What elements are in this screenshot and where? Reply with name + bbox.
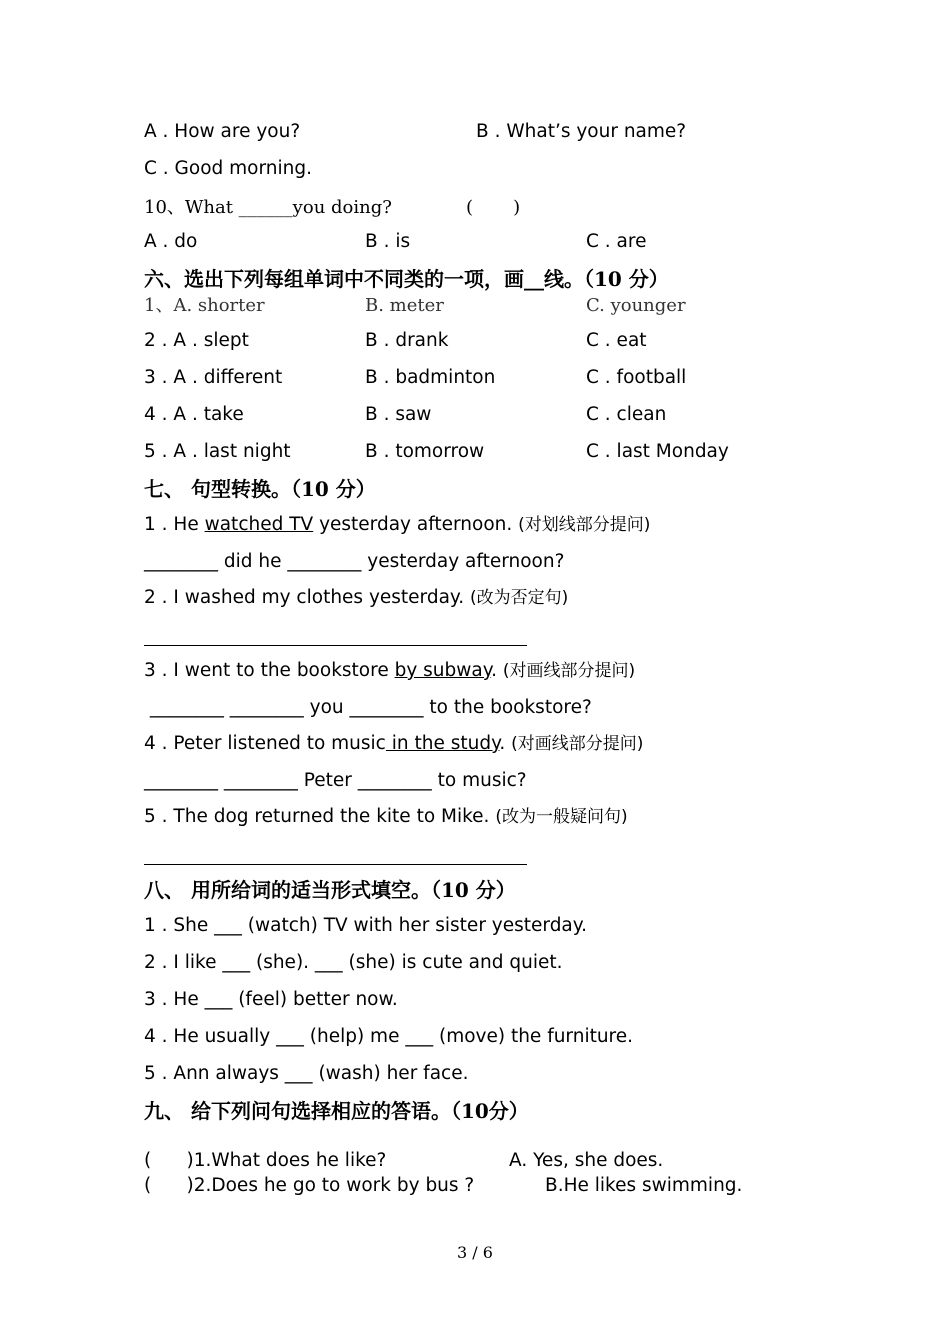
- s6-row1-c: C. younger: [586, 295, 686, 316]
- s6-row3-b: B . badminton: [365, 367, 496, 388]
- q9-option-c: C . Good morning.: [144, 158, 312, 179]
- page-number: 3 / 6: [457, 1243, 493, 1262]
- section6-heading: 六、选出下列每组单词中不同类的一项，画__线。（10 分）: [144, 267, 669, 291]
- q10-option-c: C . are: [586, 231, 647, 252]
- s6-row5-c: C . last Monday: [586, 441, 729, 462]
- q10-stem: 10、What ______you doing?: [144, 197, 392, 218]
- s7-q5: 5 . The dog returned the kite to Mike. (改为一般疑问句): [144, 806, 628, 827]
- section9-heading: 九、 给下列问句选择相应的答语。（10分）: [144, 1099, 529, 1123]
- s7-q4: 4 . Peter listened to music in the study. (对画线部分提问): [144, 733, 644, 754]
- q9-option-b: B . What’s your name?: [476, 121, 687, 142]
- section7-heading: 七、 句型转换。（10 分）: [144, 477, 376, 501]
- s9-q1: ( )1.What does he like?: [144, 1150, 387, 1171]
- s7-q2: 2 . I washed my clothes yesterday. (改为否定句): [144, 587, 569, 608]
- q10-option-b: B . is: [365, 231, 411, 252]
- q9-option-a: A . How are you?: [144, 121, 301, 142]
- s9-q2: ( )2.Does he go to work by bus ?: [144, 1175, 475, 1196]
- s7-q3: 3 . I went to the bookstore by subway. (对画线部分提问): [144, 660, 636, 681]
- s6-row4-b: B . saw: [365, 404, 432, 425]
- s6-row2-c: C . eat: [586, 330, 647, 351]
- s7-q3-underlined: by subway: [394, 660, 492, 681]
- s7-q4-underlined: in the study: [385, 733, 500, 754]
- q10-option-a: A . do: [144, 231, 198, 252]
- section8-heading: 八、 用所给词的适当形式填空。（10 分）: [144, 878, 516, 902]
- s6-row5-a: 5 . A . last night: [144, 441, 291, 462]
- s6-row4-c: C . clean: [586, 404, 667, 425]
- s8-item: 2 . I like ___ (she). ___ (she) is cute and quiet.: [144, 952, 563, 973]
- s7-q4-answer: ________ ________ Peter ________ to music?: [144, 770, 527, 791]
- s6-row2-a: 2 . A . slept: [144, 330, 249, 351]
- s6-row3-a: 3 . A . different: [144, 367, 283, 388]
- s6-row3-c: C . football: [586, 367, 687, 388]
- s9-a2: B.He likes swimming.: [545, 1175, 743, 1196]
- s7-q1-underlined: watched TV: [204, 514, 314, 535]
- s7-q5-answer-line: [144, 864, 527, 865]
- s7-q3-answer: ________ ________ you ________ to the bookstore?: [144, 697, 592, 718]
- s6-row1-a: 1、A. shorter: [144, 295, 265, 316]
- s7-q2-answer-line: [144, 645, 527, 646]
- s9-a1: A. Yes, she does.: [509, 1150, 664, 1171]
- s8-item: 5 . Ann always ___ (wash) her face.: [144, 1063, 469, 1084]
- s6-row5-b: B . tomorrow: [365, 441, 485, 462]
- s8-item: 1 . She ___ (watch) TV with her sister yesterday.: [144, 915, 587, 936]
- q10-answer-paren: ( ): [466, 197, 521, 218]
- s8-item: 3 . He ___ (feel) better now.: [144, 989, 398, 1010]
- s7-q1-answer: ________ did he ________ yesterday afternoon?: [144, 551, 565, 572]
- s6-row1-b: B. meter: [365, 295, 444, 316]
- s8-item: 4 . He usually ___ (help) me ___ (move) the furniture.: [144, 1026, 634, 1047]
- s6-row2-b: B . drank: [365, 330, 449, 351]
- s6-row4-a: 4 . A . take: [144, 404, 244, 425]
- s7-q1: 1 . He watched TV yesterday afternoon. (对划线部分提问): [144, 514, 651, 535]
